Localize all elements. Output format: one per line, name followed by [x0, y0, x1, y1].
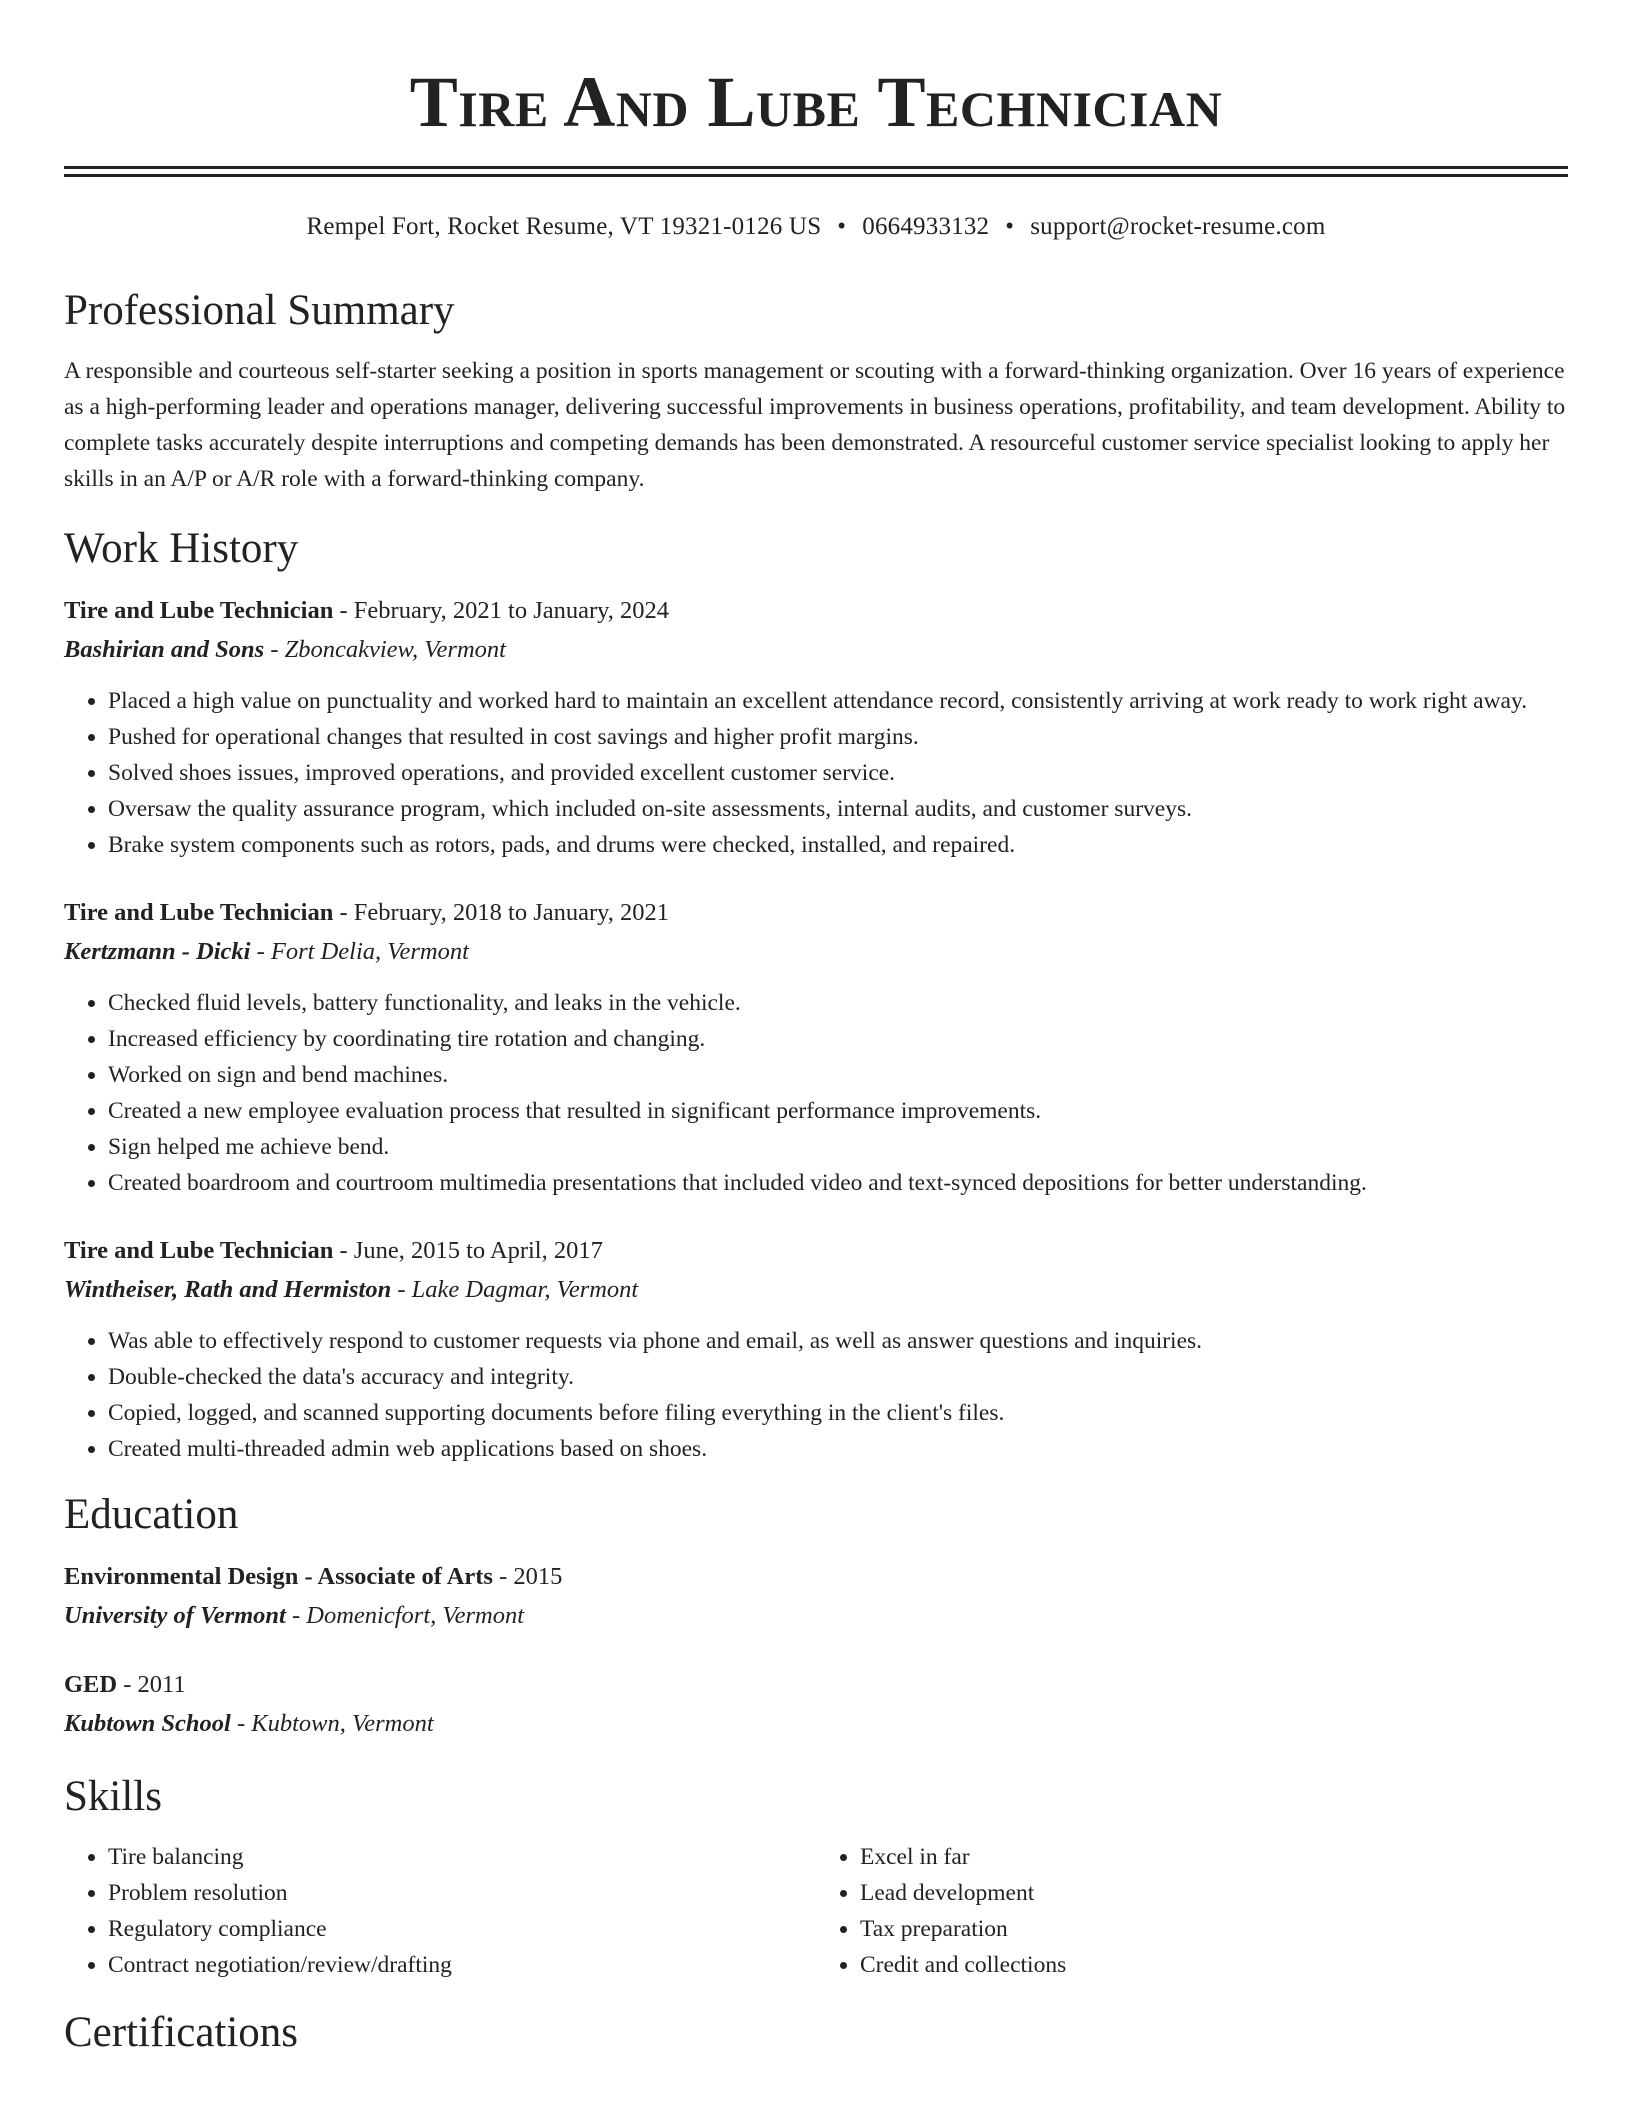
contact-email: support@rocket-resume.com: [1030, 213, 1326, 240]
job-employer: [64, 1271, 1568, 1309]
job-entry: [64, 893, 1568, 1201]
education-institution: [64, 1597, 1568, 1635]
skill-item: • Credit and collections: [860, 1947, 1568, 1983]
education-degree: GED: [64, 1671, 118, 1698]
job-location: - Zboncakview, Vermont: [264, 636, 506, 663]
title-divider-top: [64, 166, 1568, 169]
title-divider-bottom: [64, 174, 1568, 177]
job-bullets: [64, 683, 1568, 863]
job-title: Tire and Lube Technician: [64, 1237, 334, 1264]
job-bullet: • Created multi-threaded admin web applications based on shoes.: [108, 1431, 1568, 1467]
skill-item: • Contract negotiation/review/drafting: [108, 1947, 816, 1983]
education-entry: [64, 1665, 1568, 1743]
skill-item: • Tax preparation: [860, 1911, 1568, 1947]
work-history-heading: Work History: [64, 525, 299, 572]
job-bullets: [64, 985, 1568, 1201]
job-bullet: • Sign helped me achieve bend.: [108, 1129, 1568, 1165]
skills-heading: Skills: [64, 1773, 162, 1820]
job-bullet: • Pushed for operational changes that resulted in cost savings and higher profit margins.: [108, 719, 1568, 755]
contact-phone: 0664933132: [862, 213, 990, 240]
job-header: [64, 591, 1568, 631]
job-bullets: [64, 1323, 1568, 1467]
education-year: - 2011: [117, 1671, 186, 1698]
contact-line: [64, 211, 1568, 243]
skill-item: • Problem resolution: [108, 1875, 816, 1911]
job-bullet: • Was able to effectively respond to customer requests via phone and email, as well as answer questions and inquiries.: [108, 1323, 1568, 1359]
education-header: [64, 1665, 1568, 1705]
education-school: Kubtown School: [64, 1710, 231, 1737]
job-bullet: • Checked fluid levels, battery functionality, and leaks in the vehicle.: [108, 985, 1568, 1021]
resume-page: [64, 0, 1568, 2059]
job-bullet: • Brake system components such as rotors, pads, and drums were checked, installed, and repaired.: [108, 827, 1568, 863]
summary-text: A responsible and courteous self-starter seeking a position in sports management or scouting with a forward-thinking organization. Over 16 years of experience as a high-performing leader and operations manager, delivering successful improvements in business operations, profitability, and team development. Ability to complete tasks accurately despite interruptions and competing demands has been demonstrated. A resourceful customer service specialist looking to apply her skills in an A/P or A/R role with a forward-thinking company.: [64, 358, 1566, 492]
skill-item: • Tire balancing: [108, 1839, 816, 1875]
skill-item: • Regulatory compliance: [108, 1911, 816, 1947]
job-bullet: • Increased efficiency by coordinating tire rotation and changing.: [108, 1021, 1568, 1057]
skill-item: • Lead development: [860, 1875, 1568, 1911]
skills-list-left: [64, 1839, 816, 1983]
job-bullet: • Solved shoes issues, improved operations, and provided excellent customer service.: [108, 755, 1568, 791]
education-institution: [64, 1705, 1568, 1743]
contact-separator: •: [1005, 213, 1015, 240]
job-dates: - February, 2021 to January, 2024: [333, 597, 670, 624]
contact-address: Rempel Fort, Rocket Resume, VT 19321-0126 US: [306, 213, 822, 240]
job-dates: - February, 2018 to January, 2021: [333, 899, 670, 926]
job-company: Bashirian and Sons: [64, 636, 265, 663]
education-location: - Domenicfort, Vermont: [285, 1602, 525, 1629]
job-bullet: • Placed a high value on punctuality and worked hard to maintain an excellent attendance record, consistently arriving at work ready to work right away.: [108, 683, 1568, 719]
job-bullet: • Copied, logged, and scanned supporting documents before filing everything in the client's files.: [108, 1395, 1568, 1431]
education-entry: [64, 1557, 1568, 1635]
resume-title: Tire And Lube Technician: [409, 62, 1223, 142]
job-location: - Lake Dagmar, Vermont: [391, 1276, 639, 1303]
job-title: Tire and Lube Technician: [64, 597, 334, 624]
job-entry: [64, 591, 1568, 863]
job-bullet: • Oversaw the quality assurance program, which included on-site assessments, internal audits, and customer surveys.: [108, 791, 1568, 827]
certifications-heading: Certifications: [64, 2009, 299, 2056]
skill-item: • Excel in far: [860, 1839, 1568, 1875]
job-bullet: • Double-checked the data's accuracy and integrity.: [108, 1359, 1568, 1395]
summary-heading: Professional Summary: [64, 287, 455, 334]
job-dates: - June, 2015 to April, 2017: [333, 1237, 603, 1264]
job-bullet: • Worked on sign and bend machines.: [108, 1057, 1568, 1093]
education-degree: Environmental Design - Associate of Arts: [64, 1563, 493, 1590]
job-employer: [64, 631, 1568, 669]
job-company: Kertzmann - Dicki: [64, 938, 251, 965]
job-bullet: • Created a new employee evaluation process that resulted in significant performance improvements.: [108, 1093, 1568, 1129]
job-entry: [64, 1231, 1568, 1467]
education-year: - 2015: [492, 1563, 563, 1590]
job-title: Tire and Lube Technician: [64, 899, 334, 926]
education-school: University of Vermont: [64, 1602, 286, 1629]
job-company: Wintheiser, Rath and Hermiston: [64, 1276, 392, 1303]
skills-list-right: [816, 1839, 1568, 1983]
job-header: [64, 893, 1568, 933]
job-header: [64, 1231, 1568, 1271]
job-location: - Fort Delia, Vermont: [250, 938, 469, 965]
job-employer: [64, 933, 1568, 971]
job-bullet: • Created boardroom and courtroom multimedia presentations that included video and text-synced depositions for better understanding.: [108, 1165, 1568, 1201]
contact-separator: •: [837, 213, 847, 240]
education-location: - Kubtown, Vermont: [230, 1710, 434, 1737]
education-header: [64, 1557, 1568, 1597]
skills-columns: [64, 1831, 1568, 1983]
education-heading: Education: [64, 1491, 239, 1538]
